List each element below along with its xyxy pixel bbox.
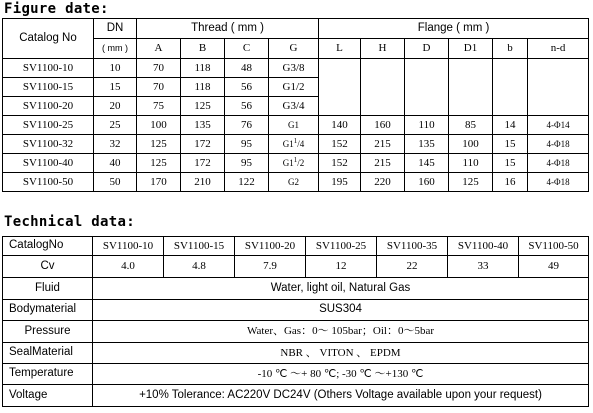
d1-cell: 85 xyxy=(449,116,493,135)
b-cell: 172 xyxy=(181,154,225,173)
seal-material-value: NBR 、 VITON 、 EPDM xyxy=(93,343,589,364)
l-cell: 195 xyxy=(319,173,361,192)
catalog-cell: SV1100-10 xyxy=(93,237,164,256)
l-cell: 152 xyxy=(319,154,361,173)
technical-data-table xyxy=(2,236,589,407)
catalog-cell: SV1100-50 xyxy=(3,173,94,192)
n-d-cell: 4-Φ14 xyxy=(528,116,589,135)
b-cell: 172 xyxy=(181,135,225,154)
col-header-d: D xyxy=(405,39,449,59)
seal-material-label: SealMaterial xyxy=(3,343,93,364)
l-cell: 152 xyxy=(319,135,361,154)
g-cell: G1/2 xyxy=(269,78,319,97)
dn-unit: ( mm ) xyxy=(94,39,137,59)
g-fraction: /4 xyxy=(297,138,305,149)
cv-cell: 22 xyxy=(377,256,448,278)
h-cell: 215 xyxy=(361,154,405,173)
dn-header: DN xyxy=(94,19,137,39)
h-cell: 215 xyxy=(361,135,405,154)
d-cell: 160 xyxy=(405,173,449,192)
catalog-cell: SV1100-20 xyxy=(235,237,306,256)
cv-cell: 4.0 xyxy=(93,256,164,278)
figure-data-table xyxy=(2,18,589,192)
c-cell: 56 xyxy=(225,78,269,97)
b-cell: 125 xyxy=(181,97,225,116)
g-fraction: /2 xyxy=(297,157,305,168)
technical-data-heading: Technical data: xyxy=(4,214,135,230)
voltage-value: +10% Tolerance: AC220V DC24V (Others Voltage available upon your request) xyxy=(93,385,589,407)
pressure-row xyxy=(3,321,589,343)
b-cell: 135 xyxy=(181,116,225,135)
catalog-cell: SV1100-35 xyxy=(377,237,448,256)
body-material-row xyxy=(3,300,589,321)
dn-cell: 50 xyxy=(94,173,137,192)
catalog-cell: SV1100-50 xyxy=(519,237,589,256)
col-header-b: B xyxy=(181,39,225,59)
cv-cell: 12 xyxy=(306,256,377,278)
table-row xyxy=(3,59,589,78)
c-cell: 122 xyxy=(225,173,269,192)
table-row xyxy=(3,135,589,154)
b-cell: 210 xyxy=(181,173,225,192)
flange-header: Flange ( mm ) xyxy=(319,19,589,39)
cv-cell: 4.8 xyxy=(164,256,235,278)
l-cell: 140 xyxy=(319,116,361,135)
seal-material-row xyxy=(3,343,589,364)
figure-data-heading: Figure date: xyxy=(4,1,109,17)
g-cell: G2 xyxy=(269,173,319,192)
a-cell: 125 xyxy=(137,154,181,173)
fluid-label: Fluid xyxy=(3,278,93,300)
pressure-value: Water、Gas：0～ 105bar；Oil：0～5bar xyxy=(93,321,589,343)
d-cell: 135 xyxy=(405,135,449,154)
dn-cell: 32 xyxy=(94,135,137,154)
catalog-cell: SV1100-15 xyxy=(3,78,94,97)
g-base: G1 xyxy=(282,138,294,149)
temperature-value: -10 ℃ ～+ 80 ℃; -30 ℃ ～+130 ℃ xyxy=(93,364,589,385)
g-superscript: 1 xyxy=(293,155,298,164)
a-cell: 100 xyxy=(137,116,181,135)
catalog-cell: SV1100-15 xyxy=(164,237,235,256)
d-cell: 110 xyxy=(405,116,449,135)
b-thickness-cell: 14 xyxy=(493,116,528,135)
catalog-row xyxy=(3,237,589,256)
dn-cell: 10 xyxy=(94,59,137,78)
fluid-value: Water, light oil, Natural Gas xyxy=(93,278,589,300)
cv-label: Cv xyxy=(3,256,93,278)
a-cell: 125 xyxy=(137,135,181,154)
flange-empty-cell xyxy=(405,59,449,116)
col-header-n-d: n-d xyxy=(528,39,589,59)
catalog-cell: SV1100-25 xyxy=(3,116,94,135)
g-cell: G3/8 xyxy=(269,59,319,78)
a-cell: 70 xyxy=(137,78,181,97)
temperature-label: Temperature xyxy=(3,364,93,385)
flange-empty-cell xyxy=(319,59,361,116)
g-cell: G3/4 xyxy=(269,97,319,116)
table-row xyxy=(3,116,589,135)
n-d-cell: 4-Φ18 xyxy=(528,154,589,173)
pressure-label: Pressure xyxy=(3,321,93,343)
a-cell: 75 xyxy=(137,97,181,116)
g-cell xyxy=(269,135,319,154)
catalog-cell: SV1100-25 xyxy=(306,237,377,256)
a-cell: 170 xyxy=(137,173,181,192)
voltage-label: Voltage xyxy=(3,385,93,407)
flange-empty-cell xyxy=(361,59,405,116)
b-cell: 118 xyxy=(181,59,225,78)
c-cell: 48 xyxy=(225,59,269,78)
h-cell: 160 xyxy=(361,116,405,135)
table-row xyxy=(3,154,589,173)
n-d-cell: 4-Φ18 xyxy=(528,173,589,192)
body-material-label: Bodymaterial xyxy=(3,300,93,321)
c-cell: 95 xyxy=(225,135,269,154)
col-header-h: H xyxy=(361,39,405,59)
catalog-cell: SV1100-20 xyxy=(3,97,94,116)
dn-cell: 40 xyxy=(94,154,137,173)
catalog-cell: SV1100-40 xyxy=(3,154,94,173)
catalog-cell: SV1100-40 xyxy=(448,237,519,256)
c-cell: 95 xyxy=(225,154,269,173)
dn-cell: 25 xyxy=(94,116,137,135)
flange-empty-cell xyxy=(493,59,528,116)
g-cell: G1 xyxy=(269,116,319,135)
dn-cell: 20 xyxy=(94,97,137,116)
cv-cell: 49 xyxy=(519,256,589,278)
d1-cell: 100 xyxy=(449,135,493,154)
flange-empty-cell xyxy=(528,59,589,116)
c-cell: 56 xyxy=(225,97,269,116)
catalog-no-header: Catalog No xyxy=(3,19,94,59)
voltage-row xyxy=(3,385,589,407)
b-cell: 118 xyxy=(181,78,225,97)
cv-cell: 7.9 xyxy=(235,256,306,278)
d1-cell: 110 xyxy=(449,154,493,173)
d1-cell: 125 xyxy=(449,173,493,192)
col-header-l: L xyxy=(319,39,361,59)
col-header-a: A xyxy=(137,39,181,59)
b-thickness-cell: 16 xyxy=(493,173,528,192)
body-material-value: SUS304 xyxy=(93,300,589,321)
col-header-b-thickness: b xyxy=(493,39,528,59)
g-cell xyxy=(269,154,319,173)
thread-header: Thread ( mm ) xyxy=(137,19,319,39)
a-cell: 70 xyxy=(137,59,181,78)
table-row xyxy=(3,173,589,192)
n-d-cell: 4-Φ18 xyxy=(528,135,589,154)
b-thickness-cell: 15 xyxy=(493,135,528,154)
col-header-c: C xyxy=(225,39,269,59)
cv-cell: 33 xyxy=(448,256,519,278)
g-superscript: 1 xyxy=(293,136,298,145)
c-cell: 76 xyxy=(225,116,269,135)
d-cell: 145 xyxy=(405,154,449,173)
g-base: G1 xyxy=(282,157,294,168)
flange-empty-cell xyxy=(449,59,493,116)
b-thickness-cell: 15 xyxy=(493,154,528,173)
catalog-no-label: CatalogNo xyxy=(3,237,93,256)
h-cell: 220 xyxy=(361,173,405,192)
fluid-row xyxy=(3,278,589,300)
cv-row xyxy=(3,256,589,278)
catalog-cell: SV1100-10 xyxy=(3,59,94,78)
dn-cell: 15 xyxy=(94,78,137,97)
col-header-d1: D1 xyxy=(449,39,493,59)
temperature-row xyxy=(3,364,589,385)
catalog-cell: SV1100-32 xyxy=(3,135,94,154)
col-header-g: G xyxy=(269,39,319,59)
